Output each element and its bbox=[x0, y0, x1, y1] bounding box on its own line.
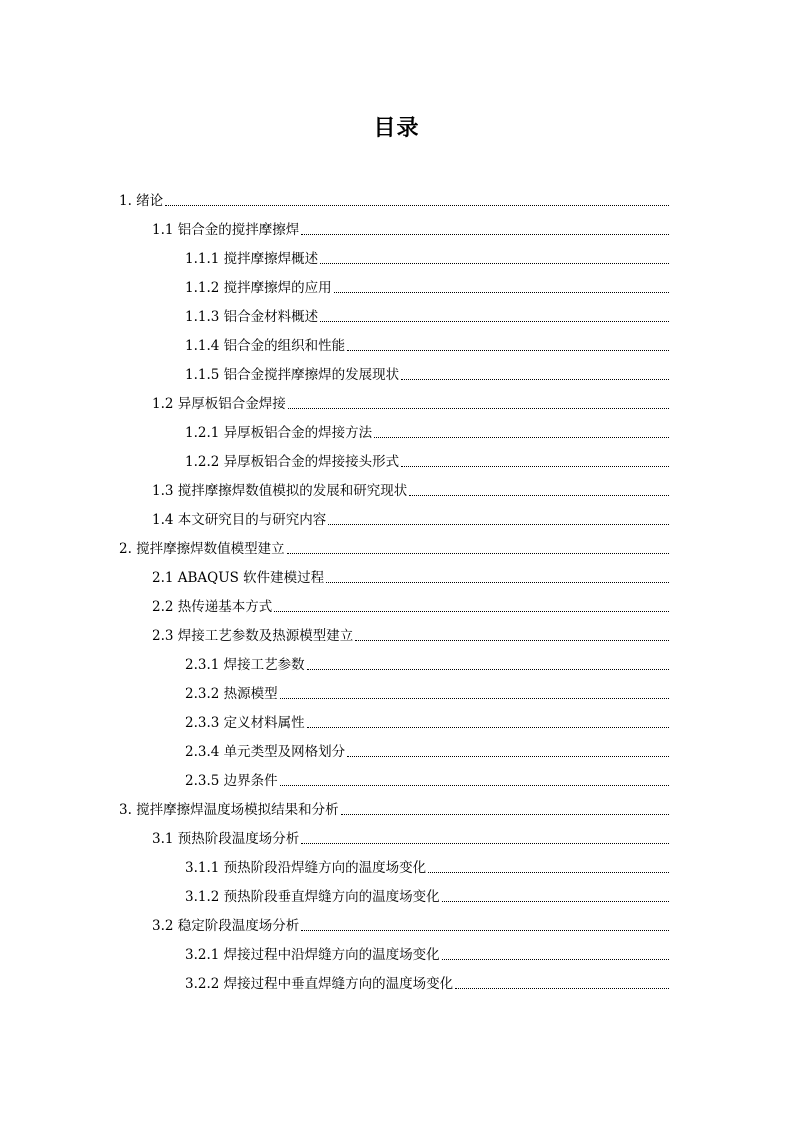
toc-leader-dots bbox=[320, 263, 669, 264]
toc-entry-text: 3. 搅拌摩擦焊温度场模拟结果和分析 bbox=[119, 802, 339, 818]
toc-leader-dots bbox=[301, 843, 669, 844]
toc-entry-text: 2.3.5 边界条件 bbox=[185, 773, 278, 789]
toc-leader-dots bbox=[455, 988, 669, 989]
toc-leader-dots bbox=[341, 814, 669, 815]
toc-leader-dots bbox=[334, 292, 669, 293]
toc-entry[interactable] bbox=[152, 592, 669, 616]
toc-leader-dots bbox=[409, 495, 669, 496]
toc-entry-text: 3.2.1 焊接过程中沿焊缝方向的温度场变化 bbox=[185, 947, 440, 963]
toc-entry[interactable] bbox=[185, 302, 669, 326]
toc-entry-text: 3.2 稳定阶段温度场分析 bbox=[152, 918, 300, 934]
toc-entry[interactable] bbox=[185, 273, 669, 297]
toc-entry[interactable] bbox=[152, 215, 669, 239]
toc-leader-dots bbox=[428, 872, 669, 873]
toc-leader-dots bbox=[287, 553, 669, 554]
toc-entry-text: 2.1 ABAQUS 软件建模过程 bbox=[152, 570, 325, 586]
toc-entry[interactable] bbox=[185, 650, 669, 674]
toc-entry[interactable] bbox=[152, 824, 669, 848]
toc-entry[interactable] bbox=[152, 505, 669, 529]
toc-entry-text: 1.1.5 铝合金搅拌摩擦焊的发展现状 bbox=[185, 367, 400, 383]
toc-entry[interactable] bbox=[152, 476, 669, 500]
toc-entry-text: 2. 搅拌摩擦焊数值模型建立 bbox=[119, 541, 285, 557]
toc-leader-dots bbox=[301, 234, 669, 235]
toc-entry[interactable] bbox=[185, 708, 669, 732]
toc-leader-dots bbox=[442, 959, 669, 960]
toc-entry-text: 1.1.4 铝合金的组织和性能 bbox=[185, 338, 346, 354]
toc-entry[interactable] bbox=[185, 447, 669, 471]
toc-entry-text: 2.3 焊接工艺参数及热源模型建立 bbox=[152, 628, 354, 644]
toc-leader-dots bbox=[374, 437, 669, 438]
toc-leader-dots bbox=[320, 321, 669, 322]
toc-entry[interactable] bbox=[152, 621, 669, 645]
page-title: 目录 bbox=[373, 115, 420, 141]
toc-leader-dots bbox=[288, 408, 669, 409]
toc-entry-text: 1.2.2 异厚板铝合金的焊接接头形式 bbox=[185, 454, 400, 470]
toc-entry-text: 1. 绪论 bbox=[119, 193, 164, 209]
toc-entry-text: 3.1.2 预热阶段垂直焊缝方向的温度场变化 bbox=[185, 889, 440, 905]
toc-leader-dots bbox=[165, 205, 669, 206]
toc-entry-text: 1.2.1 异厚板铝合金的焊接方法 bbox=[185, 425, 373, 441]
toc-leader-dots bbox=[301, 930, 669, 931]
toc-leader-dots bbox=[307, 727, 669, 728]
toc-entry-text: 3.2.2 焊接过程中垂直焊缝方向的温度场变化 bbox=[185, 976, 454, 992]
toc-leader-dots bbox=[347, 350, 669, 351]
toc-entry[interactable] bbox=[152, 389, 669, 413]
toc-entry[interactable] bbox=[185, 940, 669, 964]
toc-entry[interactable] bbox=[185, 360, 669, 384]
toc-entry[interactable] bbox=[185, 244, 669, 268]
toc-entry[interactable] bbox=[185, 969, 669, 993]
toc-leader-dots bbox=[274, 611, 669, 612]
toc-leader-dots bbox=[355, 640, 669, 641]
toc-leader-dots bbox=[307, 669, 669, 670]
toc-entry[interactable] bbox=[119, 186, 669, 210]
toc-leader-dots bbox=[326, 582, 669, 583]
toc-leader-dots bbox=[347, 756, 669, 757]
toc-entry-text: 1.1.2 搅拌摩擦焊的应用 bbox=[185, 280, 332, 296]
toc-entry[interactable] bbox=[119, 534, 669, 558]
toc-entry-text: 2.3.2 热源模型 bbox=[185, 686, 278, 702]
toc-leader-dots bbox=[280, 698, 669, 699]
toc-entry-text: 1.1.3 铝合金材料概述 bbox=[185, 309, 319, 325]
toc-entry[interactable] bbox=[185, 331, 669, 355]
toc-entry-text: 3.1 预热阶段温度场分析 bbox=[152, 831, 300, 847]
toc-entry[interactable] bbox=[185, 766, 669, 790]
toc-leader-dots bbox=[442, 901, 669, 902]
toc-entry[interactable] bbox=[185, 853, 669, 877]
toc-entry-text: 1.1 铝合金的搅拌摩擦焊 bbox=[152, 222, 300, 238]
toc-entry[interactable] bbox=[185, 679, 669, 703]
toc-entry-text: 1.2 异厚板铝合金焊接 bbox=[152, 396, 286, 412]
toc-entry-text: 2.3.4 单元类型及网格划分 bbox=[185, 744, 346, 760]
toc-leader-dots bbox=[401, 379, 669, 380]
toc-entry[interactable] bbox=[152, 563, 669, 587]
toc-entry[interactable] bbox=[185, 882, 669, 906]
toc-entry-text: 1.3 搅拌摩擦焊数值模拟的发展和研究现状 bbox=[152, 483, 408, 499]
toc-entry[interactable] bbox=[152, 911, 669, 935]
toc-leader-dots bbox=[401, 466, 669, 467]
toc-entry-text: 1.4 本文研究目的与研究内容 bbox=[152, 512, 327, 528]
toc-entry-text: 2.3.1 焊接工艺参数 bbox=[185, 657, 305, 673]
toc-leader-dots bbox=[328, 524, 669, 525]
toc-entry[interactable] bbox=[119, 795, 669, 819]
toc-entry[interactable] bbox=[185, 737, 669, 761]
toc-entry[interactable] bbox=[185, 418, 669, 442]
toc-entry-text: 2.3.3 定义材料属性 bbox=[185, 715, 305, 731]
toc-entry-text: 2.2 热传递基本方式 bbox=[152, 599, 273, 615]
toc-leader-dots bbox=[280, 785, 669, 786]
toc-entry-text: 3.1.1 预热阶段沿焊缝方向的温度场变化 bbox=[185, 860, 427, 876]
toc-entry-text: 1.1.1 搅拌摩擦焊概述 bbox=[185, 251, 319, 267]
